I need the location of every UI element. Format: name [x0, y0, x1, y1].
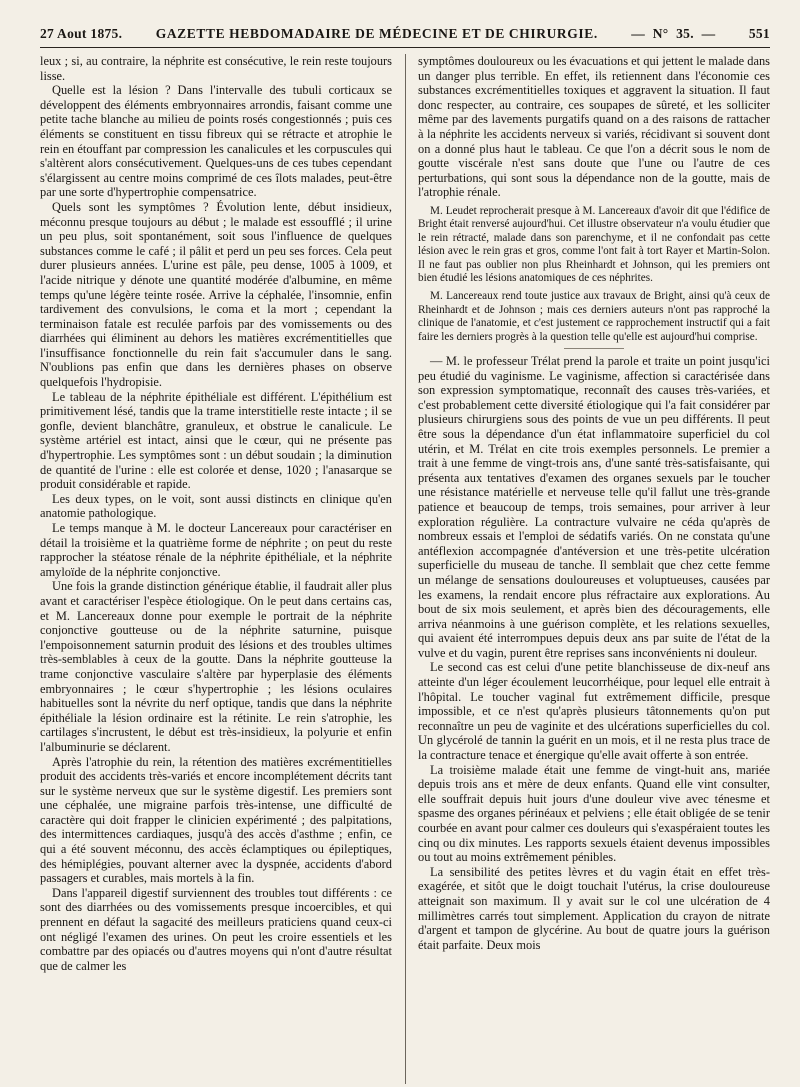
column-divider [405, 54, 406, 1084]
header-issue-number: — N° 35. — [631, 26, 716, 41]
two-column-body [40, 54, 770, 1084]
paragraph: symptômes douloureux ou les évacuations et qui jettent le malade dans un danger plus terrible. En effet, ils retiennent dans l'économie ces substances excrémentitielles toxiques et aggravent la situation. Il faut donc respecter, au contraire, ces soupapes de sûreté, et les solliciter même par des lavements purgatifs quand on a des raisons de rattacher à la néphrite les accidents nerveux si variés, récidivant si souvent dont on a donné plus haut le tableau. Ce que l'on a décrit sous le nom de goutte viscérale n'est sans doute que l'une ou l'autre de ces perturbations, qui sont sous la dépendance non de la goutte, mais de l'atrophie rénale. [418, 54, 770, 200]
paragraph: Une fois la grande distinction générique établie, il faudrait aller plus avant et caractériser l'espèce étiologique. On le peut dans certains cas, et M. Lancereaux donne pour exemple le portrait de la néphrite conjonctive goutteuse ou de la néphrite saturnine, puisque l'empoisonnement saturnin produit des lésions et des troubles ultimes très-semblables à ceux de la goutte. Dans la néphrite goutteuse la trame conjonctive vasculaire s'altère par hyperplasie des éléments embryonnaires ; le cœur s'hypertrophie ; les lésions oculaires habituelles sont la névrite du nerf optique, tandis que dans la néphrite épithéliale la lésion ordinaire est la rétinite. Le rein s'atrophie, les cartilages s'incrustent, le début est très-insidieux, la polyurie et enfin l'albuminurie se déclarent. [40, 579, 392, 754]
paragraph: — M. le professeur Trélat prend la parole et traite un point jusqu'ici peu étudié du vaginisme. Le vaginisme, affection si caractérisée dans son expression symptomatique, reconnaît des causes très-variées, et c'est probablement cette diversité étiologique qui l'a fait considérer par plusieurs chirurgiens sous des points de vue un peu différents. Il peut être sous la dépendance d'un état inflammatoire superficiel du col utérin, et M. Trélat en cite trois exemples personnels. Le premier a trait à une femme de vingt-trois ans, d'une santé très-satisfaisante, qui présenta aux tentatives d'examen des organes sexuels par le toucher une résistance matérielle et nerveuse telle qu'il fallut une très-grande patience et beaucoup de temps, trois semaines, pour arriver à leur exploration régulière. La contracture vulvaire ne céda qu'après de nombreux essais et l'emploi de sédatifs variés. On ne constata qu'une antéflexion accompagnée d'antéversion et une très-petite ulcération superficielle du museau de tanche. Il semblait que chez cette femme un mélange de sensations douloureuses et voluptueuses, causées par les examens, la rendait encore plus réfractaire aux explorations. Au bout de six mois seulement, et après bien des découragements, elle arriva néanmoins à une guérison complète, et les relations sexuelles, qui avaient été interrompues depuis deux ans par suite de l'état de la vulve et du vagin, purent être reprises sans inconvénients ni douleur. [418, 354, 770, 660]
paragraph: La troisième malade était une femme de vingt-huit ans, mariée depuis trois ans et mère de deux enfants. Quand elle vint consulter, elle souffrait depuis huit jours d'une douleur vive avec ténesme et spasme des organes périnéaux et pelviens ; elle était obligée de se tenir courbée en avant pour calmer ces douleurs qui s'exaspéraient toutes les cinq ou dix minutes. Les rapports sexuels étaient devenus impossibles ou tout au moins extrêmement pénibles. [418, 762, 770, 865]
paragraph: Après l'atrophie du rein, la rétention des matières excrémentitielles produit des accidents très-variés et encore incomplétement décrits tant sur le système nerveux que sur le système digestif. Les premiers sont une céphalée, une migraine parfois très-intense, une difficulté de caractère qui doit frapper le clinicien expérimenté ; des palpitations, des intermittences cardiaques, jusqu'à des accès d'asthme ; enfin, ce qui a été souvent méconnu, des accès éclamptiques ou épileptiques, des hémiplégies, pouvant alterner avec la dyspnée, accidents d'abord passagers et curables, mais mortels à la fin. [40, 754, 392, 886]
paragraph-small: M. Leudet reprocherait presque à M. Lancereaux d'avoir dit que l'édifice de Bright était renversé aujourd'hui. Cet illustre observateur n'a voulu étudier que le rein rétracté, malade dans son parenchyme, et il ne confondait pas cette lésion avec le rein gras et gros, comme l'ont fait à tort Rayer et Martin-Solon. Il ne faut pas oublier non plus Rheinhardt et Johnson, qui les premiers ont bien étudié les lésions anatomiques de ces néphrites. [418, 204, 770, 284]
paragraph: La sensibilité des petites lèvres et du vagin était en effet très-exagérée, et sitôt que le doigt touchait l'utérus, la crise douloureuse atteignait son maximum. Il y avait sur le col une ulcération de 4 millimètres carrés tout simplement. Application du crayon de nitrate d'argent et tampon de glycérine. Au bout de quatre jours la guérison était parfaite. Deux mois [418, 864, 770, 952]
paragraph-small: M. Lancereaux rend toute justice aux travaux de Bright, ainsi qu'à ceux de Rheinhardt et de Johnson ; mais ces derniers auteurs n'ont pas rapproché la clinique de l'anatomie, et c'est justement ce rapprochement instructif qui a fait faire les derniers progrès à la question telle qu'elle est aujourd'hui comprise. [418, 290, 770, 343]
running-header [40, 26, 770, 48]
header-date: 27 Aout 1875. [40, 26, 123, 41]
paragraph: Le second cas est celui d'une petite blanchisseuse de dix-neuf ans atteinte d'un léger écoulement leucorrhéique, pour lequel elle entrait à l'hôpital. Le toucher vaginal fut extrêmement difficile, presque impossible, et ce n'est qu'après plusieurs tâtonnements qu'on put reconnaître un peu de vaginite et des ulcérations superficielles du col. Un glycérolé de tannin la guérit en un mois, et il ne resta plus trace de la contracture tenace et énergique qu'elle avait offerte à son entrée. [418, 660, 770, 763]
section-rule [564, 348, 624, 349]
paragraph: leux ; si, au contraire, la néphrite est consécutive, le rein reste toujours lisse. [40, 54, 392, 83]
paragraph: Les deux types, on le voit, sont aussi distincts en clinique qu'en anatomie pathologique. [40, 491, 392, 521]
header-page-number: 551 [748, 26, 770, 41]
paragraph: Quels sont les symptômes ? Évolution lente, début insidieux, méconnu presque toujours au début ; le malade est essoufflé ; il urine un peu plus, soit spontanément, soit sous l'influence de quelques substances comme le café ; il pâlit et perd un peu ses forces. Cela peut durer plusieurs années. L'urine est pâle, peu dense, 1005 à 1009, et l'acide nitrique y dénote une quantité modérée d'albumine, en même temps qu'une légère teinte rosée. Arrive la céphalée, l'insomnie, enfin tardivement des convulsions, le coma et la mort ; cependant la terminaison fatale est reculée parfois par des vomissements ou des diarrhées qui éliminent au dehors les matières excrémentitielles que l'insuffisance fonctionnelle du rein fait s'accumuler dans le sang. N'oublions pas enfin que dans les dernières phases on observe quelquefois l'hydropisie. [40, 199, 392, 390]
right-column [418, 54, 770, 1084]
paragraph: Le tableau de la néphrite épithéliale est différent. L'épithélium est primitivement lésé, tandis que la trame interstitielle reste intacte ; il se gonfle, devient blanchâtre, granuleux, et obstrue le canalicule. Le système artériel est intact, ainsi que le cœur, qui ne présente pas d'hypertrophie. Les symptômes sont : un début soudain ; la diminution de quantité de l'urine : elle est colorée et dense, 1020 ; l'anasarque se produit considérable et rapide. [40, 389, 392, 492]
header-title: GAZETTE HEBDOMADAIRE DE MÉDECINE ET DE CHIRURGIE. [155, 26, 598, 41]
paragraph: Le temps manque à M. le docteur Lancereaux pour caractériser en détail la troisième et la quatrième forme de néphrite ; on peut du reste rapprocher la stéatose rénale de la néphrite épithéliale, et la néphrite amyloïde de la néphrite conjonctive. [40, 521, 392, 579]
paragraph: Dans l'appareil digestif surviennent des troubles tout différents : ce sont des diarrhées ou des vomissements presque incoercibles, et qui prennent en défaut la sagacité des meilleurs praticiens quand ceux-ci ont négligé l'examen des urines. On peut les croire essentiels et les combattre par des opiacés ou d'autres moyens qui n'ont d'autre résultat que de calmer les [40, 885, 392, 973]
paragraph: Quelle est la lésion ? Dans l'intervalle des tubuli corticaux se développent des éléments embryonnaires arrondis, faisant comme une petite tache blanche au milieu de points rosés congestionnés ; puis ces éléments se constituent en tissu fibreux qui se rétracte et atrophie le rein en étouffant par compression les canalicules et les corpuscules qui s'altèrent alors consécutivement. Quelques-uns de ces tubes cependant s'élargissent au centre moins comprimé de ces îlots malades, peut-être par une sorte d'hypertrophie compensatrice. [40, 83, 392, 200]
left-column [40, 54, 392, 1084]
